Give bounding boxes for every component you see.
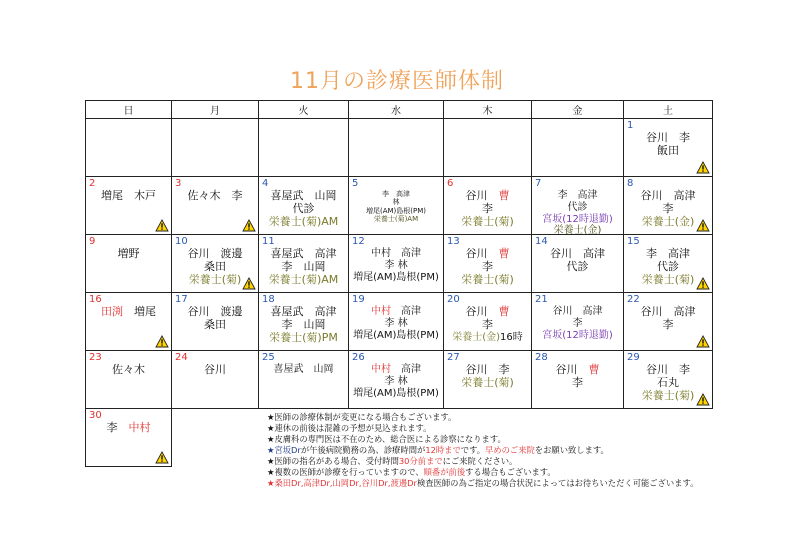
schedule-lines bbox=[259, 190, 348, 229]
note-text: にご来院ください。 bbox=[442, 456, 518, 466]
schedule-text: 李 bbox=[482, 201, 493, 215]
schedule-line bbox=[624, 145, 712, 158]
day-number: 26 bbox=[352, 352, 365, 363]
schedule-lines bbox=[86, 190, 171, 203]
warning-icon bbox=[696, 335, 710, 348]
day-cell bbox=[349, 119, 444, 177]
schedule-lines bbox=[349, 248, 443, 283]
day-cell bbox=[532, 119, 624, 177]
schedule-line bbox=[259, 364, 348, 376]
day-cell bbox=[259, 293, 349, 351]
day-number: 8 bbox=[627, 178, 634, 189]
schedule-text: 佐々木 李 bbox=[187, 189, 243, 202]
note-line bbox=[267, 412, 727, 423]
schedule-text: 喜屋武 山岡 bbox=[270, 189, 337, 202]
schedule-text: 李 林 bbox=[384, 375, 408, 387]
day-cell bbox=[259, 177, 349, 235]
schedule-line bbox=[532, 261, 623, 274]
schedule-text: 谷川 bbox=[465, 305, 499, 318]
schedule-lines bbox=[532, 364, 623, 390]
note-text: が午後病院勤務の為、診療時間が bbox=[300, 445, 426, 455]
day-cell bbox=[86, 119, 172, 177]
schedule-line bbox=[349, 215, 443, 223]
note-line bbox=[267, 456, 727, 467]
day-cell bbox=[349, 293, 444, 351]
day-number: 23 bbox=[89, 352, 102, 363]
day-number: 3 bbox=[175, 178, 182, 189]
schedule-text: 李 bbox=[572, 375, 583, 389]
day-number: 6 bbox=[447, 178, 454, 189]
warning-icon bbox=[242, 219, 256, 232]
schedule-line bbox=[349, 198, 443, 206]
schedule-text: 代診 bbox=[567, 201, 588, 213]
day-cell bbox=[444, 235, 532, 293]
schedule-lines bbox=[172, 306, 258, 332]
note-text: ★医師の指名がある場合、受付時間 bbox=[267, 456, 399, 466]
schedule-line bbox=[172, 364, 258, 377]
weekday-sun: 日 bbox=[86, 101, 172, 119]
schedule-line bbox=[349, 248, 443, 260]
schedule-text: 谷川 李 bbox=[465, 363, 510, 376]
day-cell bbox=[349, 177, 444, 235]
schedule-text: 栄養士(金) bbox=[452, 331, 501, 343]
note-text: ★医師の診療体制が変更になる場合もございます。 bbox=[267, 412, 457, 422]
schedule-line bbox=[532, 190, 623, 202]
schedule-lines bbox=[86, 422, 171, 435]
day-number: 19 bbox=[352, 294, 365, 305]
schedule-line bbox=[532, 377, 623, 390]
warning-icon bbox=[242, 277, 256, 290]
weekday-tue: 火 bbox=[259, 101, 349, 119]
schedule-text: 谷川 高津 bbox=[550, 247, 605, 260]
note-line bbox=[267, 434, 727, 445]
schedule-line bbox=[444, 377, 531, 390]
schedule-text: 16時 bbox=[500, 331, 523, 343]
schedule-lines bbox=[349, 306, 443, 341]
schedule-text: 李 bbox=[572, 317, 583, 329]
day-number: 22 bbox=[627, 294, 640, 305]
schedule-text: 谷川 bbox=[204, 363, 226, 376]
day-cell bbox=[172, 235, 259, 293]
day-cell bbox=[532, 293, 624, 351]
day-cell bbox=[624, 293, 713, 351]
schedule-line bbox=[349, 190, 443, 198]
schedule-text: 中村 bbox=[128, 421, 151, 434]
schedule-line bbox=[86, 364, 171, 377]
schedule-lines bbox=[86, 306, 171, 319]
day-cell bbox=[259, 119, 349, 177]
schedule-text: 栄養士(菊) bbox=[461, 375, 514, 389]
page-title: 11月の診療医師体制 bbox=[290, 69, 504, 94]
day-number: 9 bbox=[89, 236, 96, 247]
schedule-text: 栄養士(菊) bbox=[461, 214, 514, 228]
schedule-text: 桑田 bbox=[204, 259, 226, 273]
warning-icon bbox=[696, 161, 710, 174]
schedule-line bbox=[532, 318, 623, 330]
week-row bbox=[86, 235, 713, 293]
note-text: 12時まで bbox=[425, 445, 461, 455]
schedule-text: 谷川 渡邊 bbox=[187, 247, 243, 260]
schedule-text: 増尾 木戸 bbox=[101, 189, 156, 202]
schedule-text: 李 高津 bbox=[646, 247, 690, 260]
warning-icon bbox=[155, 219, 169, 232]
day-number: 2 bbox=[89, 178, 96, 189]
day-number: 30 bbox=[89, 410, 102, 421]
day-cell bbox=[532, 177, 624, 235]
schedule-line bbox=[349, 260, 443, 272]
day-number: 7 bbox=[535, 178, 542, 189]
schedule-text: 代診 bbox=[657, 259, 679, 273]
day-cell bbox=[86, 235, 172, 293]
weekday-mon: 月 bbox=[172, 101, 259, 119]
note-text: ★桑田Dr,高津Dr,山岡Dr,谷川Dr,渡邊Dr bbox=[267, 478, 417, 488]
weekday-sat: 土 bbox=[624, 101, 713, 119]
schedule-text: 李 山岡 bbox=[281, 259, 326, 273]
day-cell bbox=[532, 351, 624, 409]
schedule-text: 栄養士(菊) bbox=[641, 388, 695, 402]
schedule-text: 栄養士(菊)AM bbox=[268, 272, 339, 286]
schedule-text: 栄養士(金) bbox=[553, 225, 602, 237]
schedule-line bbox=[444, 274, 531, 287]
day-cell bbox=[349, 235, 444, 293]
day-cell bbox=[172, 351, 259, 409]
schedule-text: 林 bbox=[392, 198, 400, 207]
schedule-line bbox=[349, 272, 443, 284]
day-number: 20 bbox=[447, 294, 460, 305]
day-cell bbox=[259, 351, 349, 409]
schedule-lines bbox=[172, 364, 258, 377]
schedule-text: 谷川 bbox=[465, 189, 499, 202]
day-number: 16 bbox=[89, 294, 102, 305]
schedule-line bbox=[349, 364, 443, 376]
warning-icon bbox=[696, 393, 710, 406]
schedule-text: 谷川 李 bbox=[646, 131, 690, 144]
schedule-text: 増尾(AM)島根(PM) bbox=[353, 271, 439, 283]
schedule-line bbox=[532, 214, 623, 226]
schedule-lines bbox=[444, 306, 531, 344]
day-cell bbox=[172, 177, 259, 235]
day-cell bbox=[349, 351, 444, 409]
schedule-text: 高津 bbox=[391, 364, 421, 375]
schedule-text: 曹 bbox=[498, 189, 510, 202]
day-number: 15 bbox=[627, 236, 640, 247]
note-text: ★皮膚科の専門医は不在のため、総合医による診察になります。 bbox=[267, 434, 506, 444]
schedule-text: 李 bbox=[662, 201, 674, 215]
schedule-line bbox=[349, 388, 443, 400]
schedule-lines bbox=[532, 190, 623, 237]
schedule-text: 栄養士(菊) bbox=[461, 272, 514, 286]
schedule-text: 李 高津 bbox=[557, 190, 598, 201]
schedule-line bbox=[259, 274, 348, 287]
schedule-text: 曹 bbox=[588, 363, 600, 376]
weekday-thu: 木 bbox=[444, 101, 532, 119]
day-number: 25 bbox=[262, 352, 275, 363]
schedule-text: 増尾(AM)島根(PM) bbox=[353, 329, 439, 341]
warning-icon bbox=[696, 277, 710, 290]
schedule-text: AM bbox=[321, 214, 339, 228]
day-number: 13 bbox=[447, 236, 460, 247]
schedule-line bbox=[444, 319, 531, 332]
schedule-text: 谷川 高津 bbox=[640, 189, 696, 202]
day-cell bbox=[86, 177, 172, 235]
schedule-text: 李 林 bbox=[384, 317, 408, 329]
schedule-text: 増尾 bbox=[123, 305, 156, 318]
schedule-lines bbox=[624, 132, 712, 158]
schedule-text: 谷川 李 bbox=[646, 363, 690, 376]
schedule-text: 谷川 bbox=[465, 247, 499, 260]
note-text: ★宮坂Dr bbox=[267, 445, 301, 455]
schedule-lines bbox=[86, 248, 171, 261]
schedule-text: 代診 bbox=[292, 201, 315, 215]
day-number: 21 bbox=[535, 294, 548, 305]
day-cell bbox=[624, 119, 713, 177]
schedule-text: 宮坂(12時退勤) bbox=[542, 329, 613, 341]
weekday-header-row bbox=[86, 101, 713, 119]
day-cell bbox=[444, 119, 532, 177]
schedule-line bbox=[349, 376, 443, 388]
schedule-text: 李 bbox=[482, 317, 493, 331]
schedule-lines bbox=[349, 364, 443, 399]
schedule-line bbox=[259, 216, 348, 229]
schedule-line bbox=[624, 319, 712, 332]
day-number: 24 bbox=[175, 352, 188, 363]
warning-icon bbox=[155, 451, 169, 464]
schedule-text: 李 林 bbox=[384, 259, 408, 271]
schedule-line bbox=[259, 332, 348, 345]
day-cell bbox=[172, 293, 259, 351]
note-text: する場合もございます。 bbox=[465, 467, 556, 477]
day-number: 11 bbox=[262, 236, 275, 247]
schedule-text: 谷川 高津 bbox=[552, 306, 603, 317]
schedule-line bbox=[532, 330, 623, 342]
schedule-text: 栄養士(金) bbox=[641, 214, 695, 228]
note-text: をお願い致します。 bbox=[534, 445, 609, 455]
schedule-text: 桑田 bbox=[204, 317, 226, 331]
schedule-line bbox=[532, 306, 623, 318]
schedule-text: 谷川 高津 bbox=[640, 305, 696, 318]
schedule-lines bbox=[532, 248, 623, 274]
schedule-line bbox=[349, 207, 443, 215]
schedule-text: 喜屋武 高津 bbox=[270, 247, 337, 260]
schedule-line bbox=[86, 190, 171, 203]
week-row bbox=[86, 119, 713, 177]
schedule-line bbox=[172, 190, 258, 203]
day-number: 29 bbox=[627, 352, 640, 363]
note-line bbox=[267, 478, 727, 489]
schedule-text: 飯田 bbox=[657, 143, 679, 157]
schedule-text: 喜屋武 高津 bbox=[270, 305, 337, 318]
warning-icon bbox=[696, 219, 710, 232]
day-number: 28 bbox=[535, 352, 548, 363]
schedule-lines bbox=[259, 364, 348, 376]
schedule-text: 増尾(AM)島根(PM) bbox=[365, 206, 426, 215]
note-line bbox=[267, 445, 727, 456]
schedule-text: 中村 高津 bbox=[371, 248, 421, 259]
day-number: 14 bbox=[535, 236, 548, 247]
day-number: 4 bbox=[262, 178, 269, 189]
note-text: 早めのご来院 bbox=[485, 445, 535, 455]
schedule-text: 石丸 bbox=[657, 375, 679, 389]
day-cell bbox=[532, 235, 624, 293]
note-text: ★複数の医師が診療を行っていますので、 bbox=[267, 467, 424, 477]
schedule-text: 栄養士(菊) bbox=[641, 272, 695, 286]
schedule-lines bbox=[444, 248, 531, 287]
schedule-line bbox=[532, 202, 623, 214]
day-cell bbox=[444, 177, 532, 235]
note-text: ★連休の前後は混雑の予想が見込まれます。 bbox=[267, 423, 432, 433]
note-text: 順番が前後 bbox=[423, 467, 466, 477]
schedule-line bbox=[349, 306, 443, 318]
weekday-wed: 水 bbox=[349, 101, 444, 119]
schedule-text: 宮坂(12時退勤) bbox=[542, 213, 613, 225]
schedule-text: 増尾(AM)島根(PM) bbox=[353, 387, 439, 399]
schedule-text: 曹 bbox=[498, 305, 510, 318]
schedule-text: 増野 bbox=[117, 247, 140, 260]
schedule-text: 佐々木 bbox=[112, 363, 145, 376]
schedule-line bbox=[349, 318, 443, 330]
day-cell bbox=[444, 293, 532, 351]
schedule-lines bbox=[172, 190, 258, 203]
week-row bbox=[86, 351, 713, 409]
warning-icon bbox=[155, 335, 169, 348]
schedule-lines bbox=[444, 190, 531, 229]
schedule-line bbox=[86, 306, 171, 319]
day-cell bbox=[624, 235, 713, 293]
schedule-lines bbox=[444, 364, 531, 390]
note-text: 検査医師の為ご指定の場合状況によってはお待ちいただく可能ございます。 bbox=[416, 478, 699, 488]
day-cell bbox=[172, 119, 259, 177]
schedule-text: 李 bbox=[482, 259, 493, 273]
schedule-lines bbox=[86, 364, 171, 377]
note-line bbox=[267, 467, 727, 478]
schedule-text: 代診 bbox=[566, 259, 589, 273]
week-row bbox=[86, 177, 713, 235]
schedule-text: 李 高津 bbox=[382, 190, 410, 198]
schedule-text: 栄養士(菊) bbox=[268, 214, 322, 228]
schedule-lines bbox=[259, 248, 348, 287]
schedule-lines bbox=[532, 306, 623, 341]
note-line bbox=[267, 423, 727, 434]
day-number: 27 bbox=[447, 352, 460, 363]
day-number: 5 bbox=[352, 178, 359, 189]
schedule-text: 栄養士(菊) bbox=[188, 272, 242, 286]
schedule-line bbox=[444, 216, 531, 229]
schedule-line bbox=[349, 330, 443, 342]
notes-section bbox=[267, 412, 727, 489]
schedule-text: 谷川 bbox=[555, 363, 589, 376]
schedule-text: 高津 bbox=[391, 306, 421, 317]
schedule-text: 喜屋武 山岡 bbox=[273, 364, 334, 375]
day-cell bbox=[86, 351, 172, 409]
day-number: 12 bbox=[352, 236, 365, 247]
week-row bbox=[86, 293, 713, 351]
schedule-text: 曹 bbox=[498, 247, 510, 260]
schedule-lines bbox=[259, 306, 348, 345]
day-number: 17 bbox=[175, 294, 188, 305]
schedule-text: 栄養士(菊)PM bbox=[269, 330, 338, 344]
day-cell bbox=[444, 351, 532, 409]
schedule-text: 中村 bbox=[371, 306, 391, 317]
day-cell bbox=[624, 351, 713, 409]
day-number: 1 bbox=[627, 120, 634, 131]
schedule-text: 田渕 bbox=[101, 305, 123, 318]
schedule-line bbox=[86, 248, 171, 261]
schedule-line bbox=[444, 332, 531, 344]
schedule-text: 李 bbox=[662, 317, 674, 331]
note-text: 30分前まで bbox=[398, 456, 443, 466]
day-cell bbox=[86, 409, 172, 467]
schedule-text: 谷川 渡邊 bbox=[187, 305, 243, 318]
day-cell bbox=[624, 177, 713, 235]
schedule-text: 栄養士(菊)AM bbox=[373, 214, 419, 223]
schedule-line bbox=[86, 422, 171, 435]
day-cell bbox=[86, 293, 172, 351]
schedule-text: 李 山岡 bbox=[281, 317, 326, 331]
schedule-text: 李 bbox=[106, 421, 129, 434]
schedule-lines bbox=[349, 190, 443, 223]
schedule-lines bbox=[624, 306, 712, 332]
note-text: です。 bbox=[460, 445, 485, 455]
schedule-line bbox=[172, 319, 258, 332]
day-number: 18 bbox=[262, 294, 275, 305]
weekday-fri: 金 bbox=[532, 101, 624, 119]
day-number: 10 bbox=[175, 236, 188, 247]
day-cell bbox=[259, 235, 349, 293]
schedule-text: 中村 bbox=[371, 364, 391, 375]
